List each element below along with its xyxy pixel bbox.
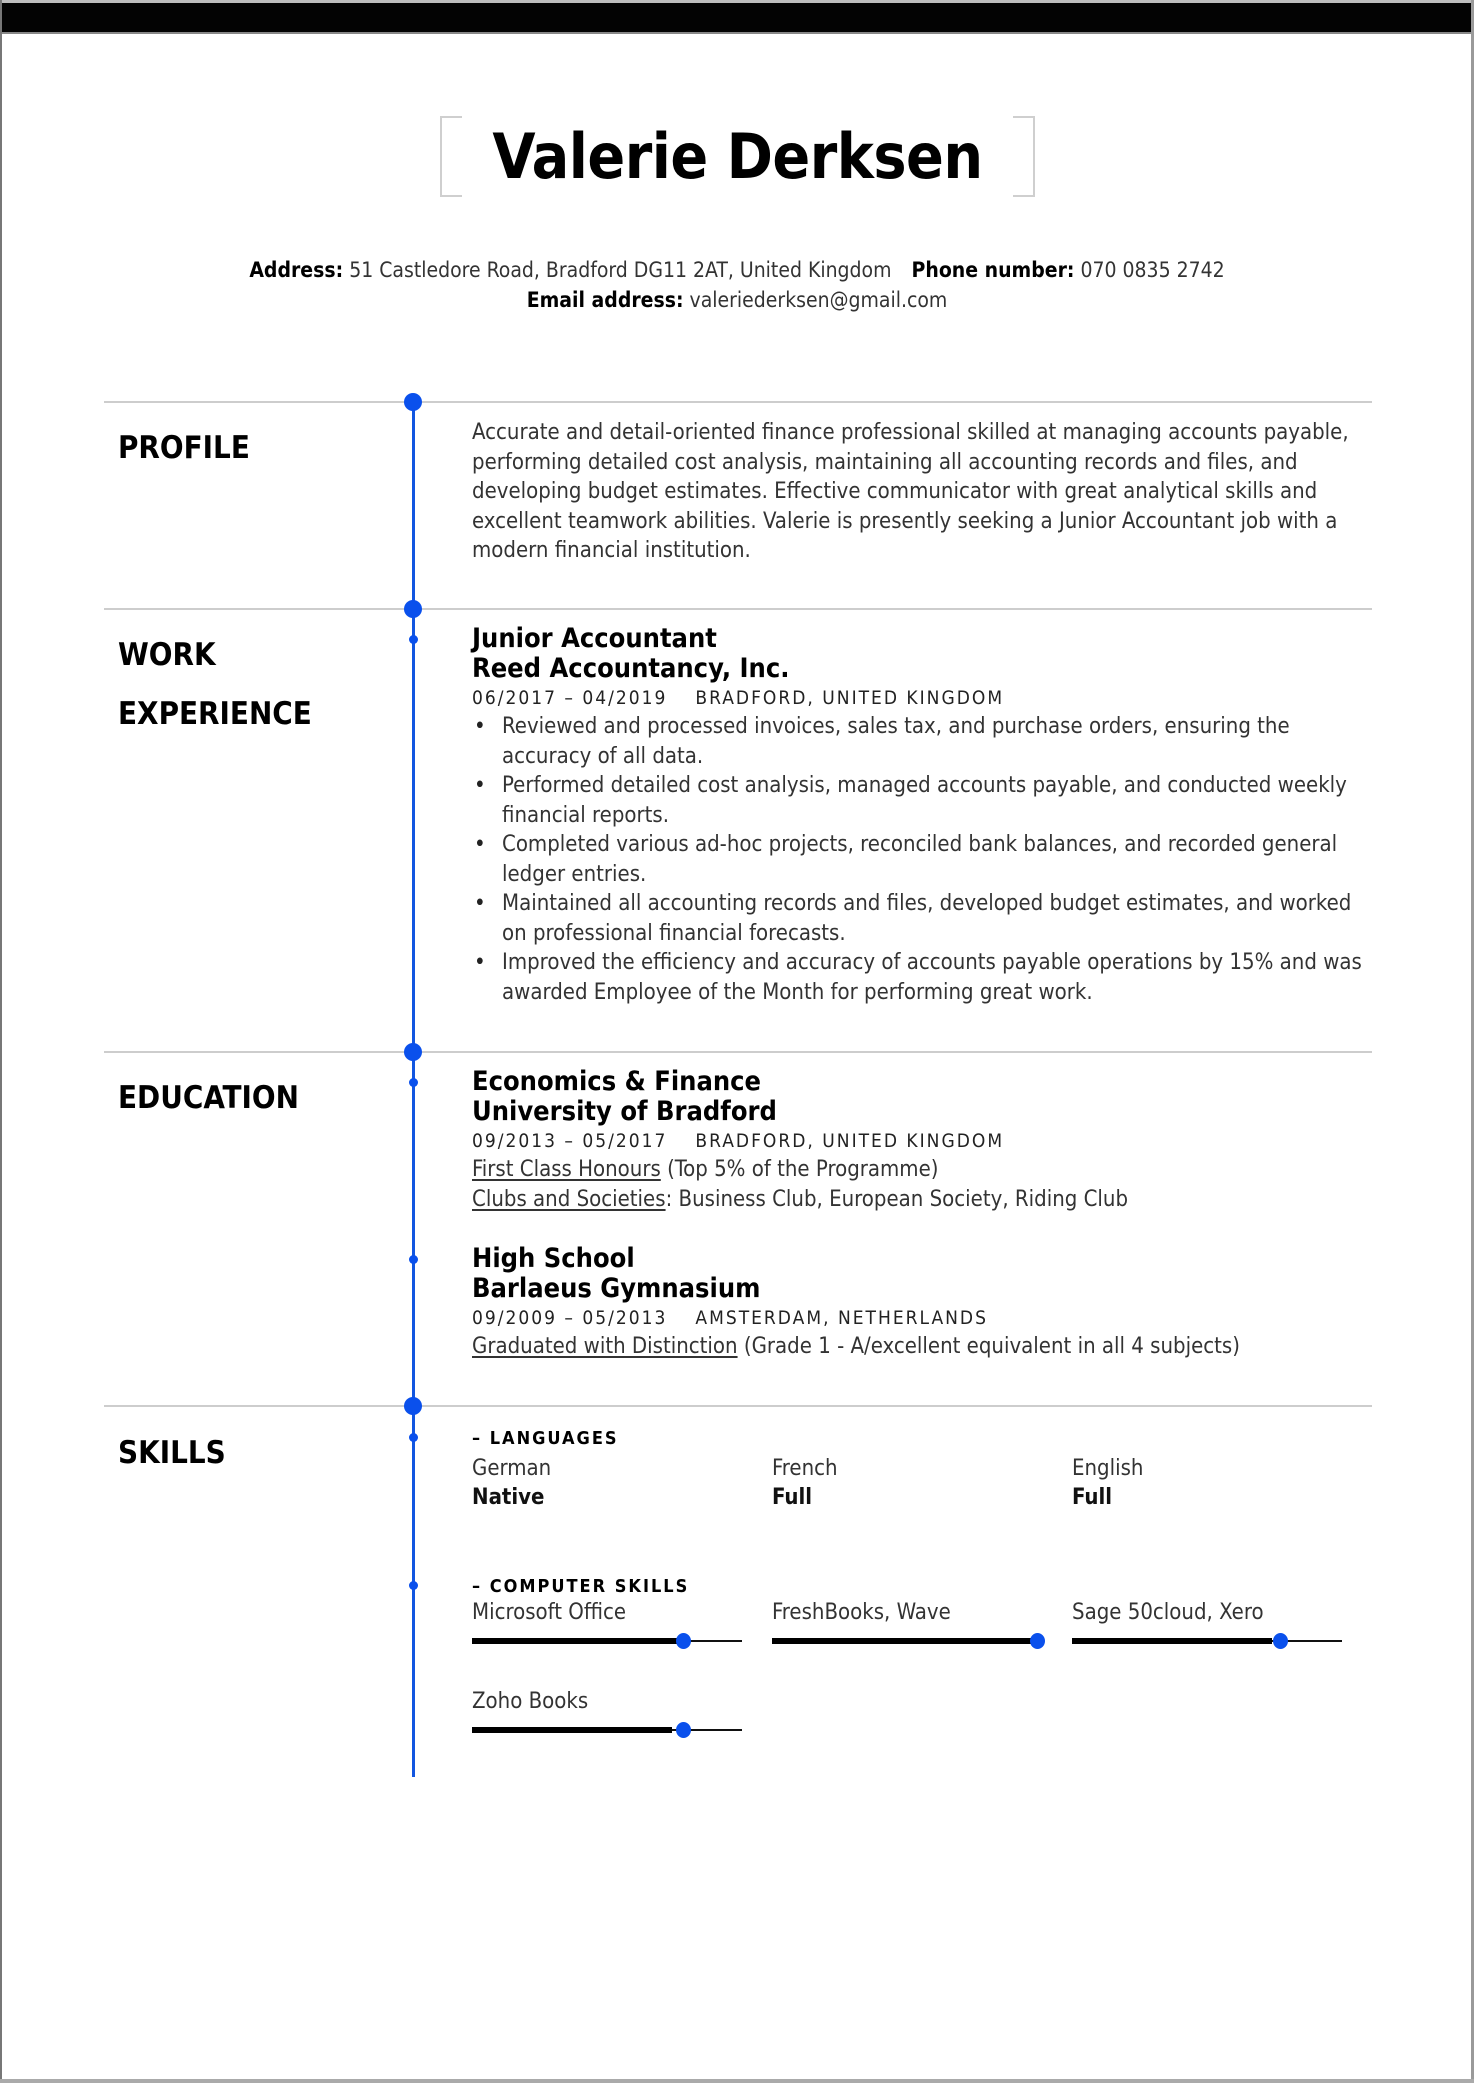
skills-divider xyxy=(104,1405,1372,1407)
skill-bar-fill xyxy=(472,1638,688,1644)
job-company: Reed Accountancy, Inc. xyxy=(472,653,790,684)
name-header xyxy=(440,116,1035,197)
work-divider xyxy=(104,608,1372,610)
language-item xyxy=(472,1454,551,1513)
edu-1-timeline-dot xyxy=(409,1078,418,1087)
computer-skill-item xyxy=(472,1689,742,1740)
computer-skill-item xyxy=(1072,1600,1342,1651)
window-frame-bottom xyxy=(0,2079,1474,2083)
degree: High School xyxy=(472,1243,635,1274)
language-item xyxy=(772,1454,838,1513)
language-name: English xyxy=(1072,1455,1144,1481)
education-dates: 09/2009 – 05/2013 xyxy=(472,1307,668,1329)
education-location: BRADFORD, UNITED KINGDOM xyxy=(695,1130,1005,1152)
job-bullet: • Completed various ad-hoc projects, reconciled bank balances, and recorded general ledger entries. xyxy=(472,830,1377,889)
profile-summary: Accurate and detail-oriented finance professional skilled at managing accounts payable, performing detailed cost analysis, maintaining all accounting records and files, and developing budget estimates. Effective communicator with great analytical skills and excellent teamwork abilities. Valerie is presently seeking a Junior Accountant job with a modern financial institution. xyxy=(472,420,1349,563)
email-value[interactable]: valeriederksen@gmail.com xyxy=(689,288,948,312)
language-level: Native xyxy=(472,1485,545,1510)
skill-level-bar xyxy=(472,1631,742,1651)
job-bullet: • Improved the efficiency and accuracy of accounts payable operations by 15% and was awarded Employee of the Month for performing great work. xyxy=(472,948,1377,1007)
section-title-education: EDUCATION xyxy=(118,1080,299,1116)
languages-block xyxy=(472,1424,1377,1514)
job-timeline-dot xyxy=(409,635,418,644)
language-item xyxy=(1072,1454,1143,1513)
computer-skill-name: Microsoft Office xyxy=(472,1600,627,1625)
skills-timeline-dot xyxy=(404,1397,422,1415)
skill-level-bar xyxy=(1072,1631,1342,1651)
job-bullet: • Performed detailed cost analysis, managed accounts payable, and conducted weekly financial reports. xyxy=(472,771,1377,830)
profile-timeline-dot xyxy=(404,393,422,411)
edu-2-timeline-dot xyxy=(409,1255,418,1264)
skill-bar-fill xyxy=(472,1727,672,1733)
computer-skill-item xyxy=(772,1600,1042,1651)
computer-skill-name: Zoho Books xyxy=(472,1689,589,1714)
school: University of Bradford xyxy=(472,1096,777,1127)
address-label: Address: xyxy=(249,258,344,282)
section-title-work-line1: WORK xyxy=(118,637,216,673)
computer-skill-name: FreshBooks, Wave xyxy=(772,1600,951,1625)
job-bullets xyxy=(472,712,1377,1007)
email-label: Email address: xyxy=(526,288,684,312)
section-title-profile: PROFILE xyxy=(118,430,250,466)
languages-timeline-dot xyxy=(409,1433,418,1442)
skill-level-bar xyxy=(772,1631,1042,1651)
school: Barlaeus Gymnasium xyxy=(472,1273,761,1304)
education-timeline-dot xyxy=(404,1043,422,1061)
job-bullet: • Reviewed and processed invoices, sales tax, and purchase orders, ensuring the accuracy of all data. xyxy=(472,712,1377,771)
skill-level-knob xyxy=(676,1633,691,1649)
honours-detail: (Top 5% of the Programme) xyxy=(660,1157,939,1182)
phone-value: 070 0835 2742 xyxy=(1080,258,1225,282)
clubs-detail: : Business Club, European Society, Riding Club xyxy=(665,1186,1129,1212)
education-dates: 09/2013 – 05/2017 xyxy=(472,1130,668,1152)
education-distinction xyxy=(472,1332,1377,1362)
candidate-name: Valerie Derksen xyxy=(492,120,983,193)
skill-level-knob xyxy=(1030,1633,1045,1649)
skill-bar-fill xyxy=(1072,1638,1272,1644)
computer-skills-heading: – COMPUTER SKILLS xyxy=(472,1576,690,1597)
computer-skill-name: Sage 50cloud, Xero xyxy=(1072,1600,1264,1625)
job-meta xyxy=(472,684,1377,712)
skill-bar-fill xyxy=(772,1638,1034,1644)
computer-skills-timeline-dot xyxy=(409,1581,418,1590)
languages-heading: – LANGUAGES xyxy=(472,1428,619,1449)
languages-grid xyxy=(472,1454,1377,1514)
education-location: AMSTERDAM, NETHERLANDS xyxy=(695,1307,988,1329)
job-entry xyxy=(472,624,1377,1007)
window-frame-left xyxy=(0,0,2,2083)
language-level: Full xyxy=(1072,1485,1113,1510)
skill-level-knob xyxy=(1273,1633,1288,1649)
top-bar-divider xyxy=(2,32,1472,34)
section-title-skills: SKILLS xyxy=(118,1435,226,1471)
degree: Economics & Finance xyxy=(472,1066,762,1097)
education-meta xyxy=(472,1127,1377,1155)
contact-line-2 xyxy=(0,288,1474,312)
job-title: Junior Accountant xyxy=(472,623,717,654)
language-name: German xyxy=(472,1455,552,1481)
phone-label: Phone number: xyxy=(911,258,1075,282)
computer-skill-item xyxy=(472,1600,742,1651)
skill-level-bar xyxy=(472,1720,742,1740)
education-meta xyxy=(472,1304,1377,1332)
top-bar xyxy=(2,3,1472,32)
contact-line-1 xyxy=(0,258,1474,282)
skill-level-knob xyxy=(676,1722,691,1738)
language-level: Full xyxy=(772,1485,813,1510)
profile-divider xyxy=(104,401,1372,403)
clubs-link[interactable]: Clubs and Societies xyxy=(472,1186,666,1212)
computer-skills-heading-wrap xyxy=(472,1572,1377,1602)
section-title-work-line2: EXPERIENCE xyxy=(118,696,312,732)
education-entry-1 xyxy=(472,1067,1377,1214)
job-bullet: • Maintained all accounting records and files, developed budget estimates, and worked on professional financial forecasts. xyxy=(472,889,1377,948)
education-honours xyxy=(472,1155,1377,1185)
address-value: 51 Castledore Road, Bradford DG11 2AT, United Kingdom xyxy=(349,258,892,282)
distinction-detail: (Grade 1 - A/excellent equivalent in all 4 subjects) xyxy=(737,1334,1240,1359)
distinction-link[interactable]: Graduated with Distinction xyxy=(472,1334,738,1359)
education-entry-2 xyxy=(472,1244,1377,1362)
education-clubs xyxy=(472,1185,1377,1215)
work-timeline-dot xyxy=(404,600,422,618)
job-dates: 06/2017 – 04/2019 xyxy=(472,687,668,709)
honours-link[interactable]: First Class Honours xyxy=(472,1157,661,1182)
education-divider xyxy=(104,1051,1372,1053)
language-name: French xyxy=(772,1455,838,1481)
job-location: BRADFORD, UNITED KINGDOM xyxy=(695,687,1005,709)
